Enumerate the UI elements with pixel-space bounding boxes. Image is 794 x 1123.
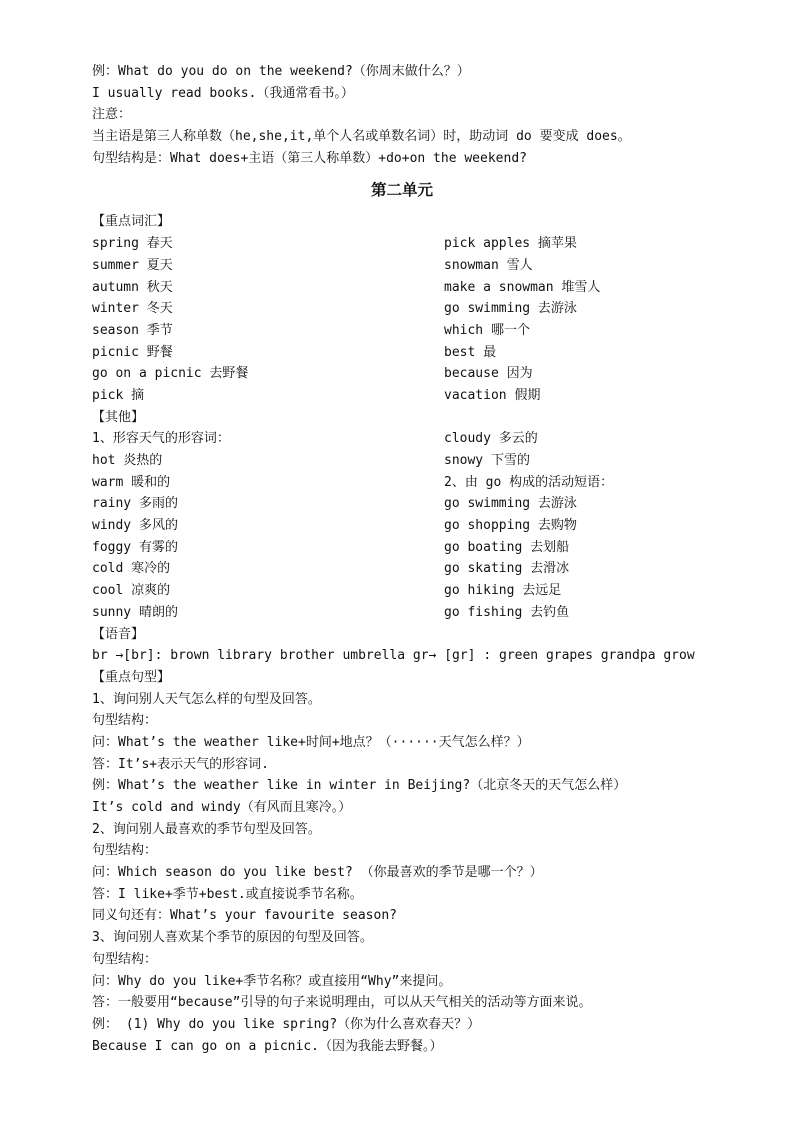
other-heading: 【其他】: [92, 409, 145, 425]
vocab-item: make a snowman 堆雪人: [444, 279, 601, 295]
vocab-item: because 因为: [444, 366, 533, 382]
other-item: cool 凉爽的: [92, 583, 171, 599]
other-row: [92, 472, 772, 494]
unit-title: 第二单元: [370, 181, 433, 200]
sentence-line: 例： (1) Why do you like spring?（你为什么喜欢春天？）: [92, 1016, 481, 1032]
vocab-heading: 【重点词汇】: [92, 214, 171, 230]
vocab-item: which 哪一个: [444, 322, 530, 338]
vocab-row: [92, 233, 772, 255]
vocab-item: summer 夏天: [92, 257, 173, 273]
vocab-item: snowman 雪人: [444, 257, 533, 273]
intro-section: [92, 61, 772, 169]
vocab-item: go swimming 去游泳: [444, 301, 577, 317]
other-item: 2、由 go 构成的活动短语：: [444, 474, 614, 490]
other-item: go swimming 去游泳: [444, 496, 577, 512]
sentence-line: 1、询问别人天气怎么样的句型及回答。: [92, 691, 321, 707]
vocab-item: pick apples 摘苹果: [444, 236, 577, 252]
vocab-item: vacation 假期: [444, 387, 541, 403]
sentence-line: It’s cold and windy（有风而且寒冷。）: [92, 800, 352, 815]
other-row: [92, 537, 772, 559]
intro-line: 注意：: [92, 107, 132, 123]
other-item: go fishing 去钓鱼: [444, 604, 570, 620]
sentence-line: 答：I like+季节+best.或直接说季节名称。: [92, 886, 363, 902]
other-item: go boating 去划船: [444, 539, 570, 555]
other-item: cloudy 多云的: [444, 431, 538, 447]
sentence-line: 句型结构：: [92, 713, 158, 729]
document-page: [92, 61, 772, 1057]
other-item: hot 炎热的: [92, 453, 163, 468]
vocab-row: [92, 363, 772, 385]
vocab-row: [92, 255, 772, 277]
sentence-line: 句型结构：: [92, 843, 158, 859]
other-row: [92, 580, 772, 602]
vocab-row: [92, 385, 772, 407]
other-item: rainy 多雨的: [92, 496, 178, 512]
vocab-row: [92, 298, 772, 320]
vocab-row: [92, 320, 772, 342]
vocab-table: [92, 233, 772, 407]
other-table: [92, 428, 772, 623]
sentence-line: 问：Why do you like+季节名称？或直接用“Why”来提问。: [92, 973, 452, 989]
phonics-heading: 【语音】: [92, 626, 145, 642]
sentence-line: 同义句还有：What’s your favourite season?: [92, 908, 397, 924]
vocab-item: autumn 秋天: [92, 279, 173, 295]
sentence-line: 3、询问别人喜欢某个季节的原因的句型及回答。: [92, 930, 373, 946]
phonics-line: br →[br]: brown library brother umbrella gr→ [gr] : green grapes grandpa grow: [92, 648, 695, 664]
intro-line: 例：What do you do on the weekend?（你周末做什么？）: [92, 64, 470, 79]
sentence-line: 问：Which season do you like best? （你最喜欢的季节是哪一个？）: [92, 865, 543, 881]
sentence-line: 例：What’s the weather like in winter in Beijing?（北京冬天的天气怎么样）: [92, 778, 627, 794]
vocab-item: pick 摘: [92, 387, 145, 403]
other-row: [92, 602, 772, 624]
other-item: warm 暖和的: [92, 474, 171, 490]
other-item: go skating 去滑冰: [444, 561, 570, 577]
other-item: 1、形容天气的形容词：: [92, 431, 230, 447]
sentence-line: 问：What’s the weather like+时间+地点？（······天气怎么样？）: [92, 734, 530, 750]
sentence-section: [92, 689, 772, 1058]
other-row: [92, 493, 772, 515]
sentence-heading: 【重点句型】: [92, 669, 171, 685]
other-row: [92, 558, 772, 580]
vocab-row: [92, 277, 772, 299]
sentence-line: 句型结构：: [92, 951, 158, 967]
other-row: [92, 428, 772, 450]
other-item: sunny 晴朗的: [92, 604, 178, 620]
other-item: windy 多风的: [92, 518, 178, 534]
vocab-item: go on a picnic 去野餐: [92, 366, 249, 382]
sentence-line: 答：一般要用“because”引导的句子来说明理由，可以从天气相关的活动等方面来说。: [92, 995, 592, 1011]
other-item: go shopping 去购物: [444, 518, 577, 534]
sentence-line: Because I can go on a picnic.（因为我能去野餐。）: [92, 1038, 443, 1054]
vocab-item: winter 冬天: [92, 301, 173, 317]
intro-line: 当主语是第三人称单数（he,she,it,单个人名或单数名词）时，助动词 do 要变成 does。: [92, 129, 631, 145]
sentence-line: 2、询问别人最喜欢的季节句型及回答。: [92, 821, 321, 837]
other-item: cold 寒冷的: [92, 561, 171, 577]
vocab-item: picnic 野餐: [92, 344, 173, 360]
sentence-line: 答：It’s+表示天气的形容词.: [92, 756, 269, 772]
vocab-item: best 最: [444, 344, 497, 360]
vocab-item: season 季节: [92, 322, 173, 338]
other-item: snowy 下雪的: [444, 453, 530, 468]
other-item: foggy 有雾的: [92, 539, 178, 555]
intro-line: 句型结构是：What does+主语（第三人称单数）+do+on the weekend?: [92, 150, 527, 166]
other-item: go hiking 去远足: [444, 583, 562, 599]
vocab-item: spring 春天: [92, 236, 173, 252]
intro-line: I usually read books.（我通常看书。）: [92, 85, 354, 101]
other-row: [92, 450, 772, 472]
vocab-row: [92, 342, 772, 364]
other-row: [92, 515, 772, 537]
